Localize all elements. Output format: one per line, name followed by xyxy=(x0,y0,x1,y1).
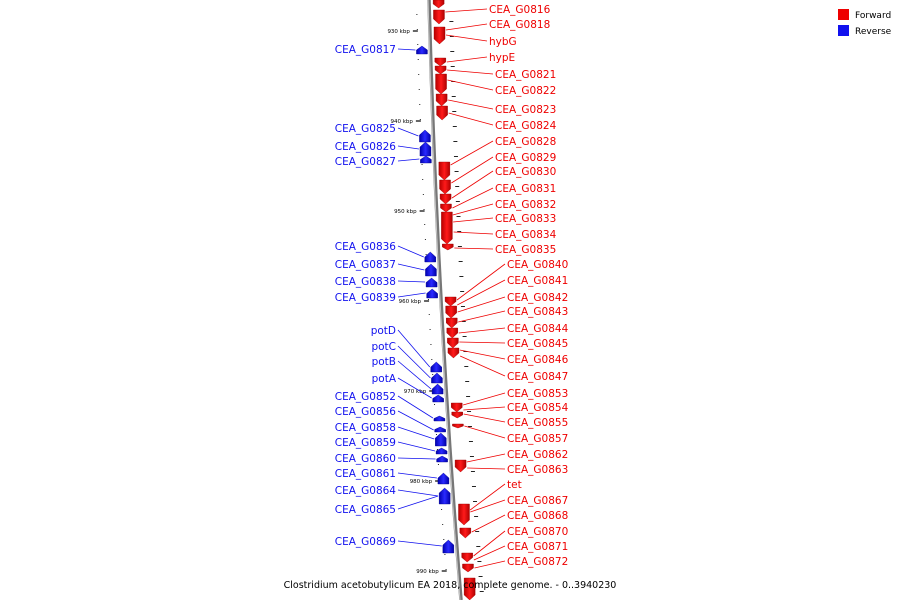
forward-label-leader xyxy=(452,171,493,198)
forward-gene-label[interactable]: tet xyxy=(507,479,522,491)
forward-gene-feature[interactable] xyxy=(436,74,447,94)
forward-label-leader xyxy=(447,57,487,62)
forward-gene-label[interactable]: CEA_G0833 xyxy=(495,213,557,225)
reverse-gene-feature[interactable] xyxy=(439,488,450,504)
reverse-gene-label[interactable]: CEA_G0825 xyxy=(334,123,396,135)
reverse-label-leader xyxy=(398,264,424,270)
reverse-label-leader xyxy=(398,496,438,509)
forward-gene-feature[interactable] xyxy=(452,412,463,418)
forward-label-leader xyxy=(449,113,493,125)
minor-tick xyxy=(446,569,447,570)
forward-gene-label[interactable]: CEA_G0841 xyxy=(507,275,569,287)
forward-label-leader xyxy=(454,232,493,234)
minor-tick xyxy=(420,119,421,120)
minor-tick xyxy=(436,434,437,435)
minor-tick xyxy=(473,501,477,502)
forward-gene-feature[interactable] xyxy=(462,564,473,572)
forward-label-leader xyxy=(446,24,487,30)
tick-label: 950 kbp xyxy=(394,209,417,215)
minor-tick xyxy=(419,89,420,90)
forward-gene-feature[interactable] xyxy=(455,460,466,472)
reverse-label-leader xyxy=(398,458,436,459)
forward-gene-feature[interactable] xyxy=(460,528,471,538)
forward-gene-label[interactable]: CEA_G0824 xyxy=(495,120,557,132)
reverse-gene-label[interactable]: potC xyxy=(371,341,396,353)
reverse-gene-label[interactable]: CEA_G0869 xyxy=(334,536,396,548)
reverse-label-leader xyxy=(398,411,434,430)
minor-tick xyxy=(428,299,429,300)
reverse-gene-feature[interactable] xyxy=(435,433,446,446)
legend xyxy=(838,9,892,37)
forward-gene-label[interactable]: CEA_G0862 xyxy=(507,449,569,461)
forward-gene-label[interactable]: CEA_G0854 xyxy=(507,402,569,414)
minor-tick xyxy=(422,164,423,165)
minor-tick xyxy=(441,509,442,510)
reverse-gene-feature[interactable] xyxy=(426,278,437,287)
reverse-gene-feature[interactable] xyxy=(435,427,446,432)
minor-tick xyxy=(467,411,471,412)
forward-label-leader xyxy=(452,188,493,208)
forward-label-leader xyxy=(458,297,505,312)
reverse-gene-label[interactable]: CEA_G0838 xyxy=(334,276,396,288)
minor-tick xyxy=(418,74,419,75)
reverse-gene-feature[interactable] xyxy=(419,130,430,142)
forward-gene-feature[interactable] xyxy=(447,328,458,338)
reverse-gene-label[interactable]: CEA_G0836 xyxy=(334,241,396,253)
reverse-labels xyxy=(335,44,442,548)
reverse-gene-feature[interactable] xyxy=(416,46,427,54)
minor-tick xyxy=(418,59,419,60)
forward-gene-feature[interactable] xyxy=(442,244,453,250)
reverse-gene-label[interactable]: CEA_G0861 xyxy=(334,468,396,480)
forward-gene-label[interactable]: CEA_G0868 xyxy=(507,510,569,522)
forward-label-leader xyxy=(474,546,505,560)
reverse-gene-feature[interactable] xyxy=(432,384,443,394)
minor-tick xyxy=(417,29,418,30)
reverse-gene-feature[interactable] xyxy=(438,473,449,484)
reverse-label-leader xyxy=(398,378,432,398)
forward-label-leader xyxy=(474,561,505,568)
forward-label-leader xyxy=(446,35,487,41)
forward-gene-label[interactable]: CEA_G0871 xyxy=(507,541,569,553)
forward-gene-label[interactable]: CEA_G0843 xyxy=(507,306,569,318)
forward-label-leader xyxy=(467,468,505,469)
minor-tick xyxy=(460,291,464,292)
minor-tick xyxy=(474,516,478,517)
minor-tick xyxy=(429,314,430,315)
reverse-gene-label[interactable]: CEA_G0852 xyxy=(334,391,396,403)
minor-tick xyxy=(475,531,479,532)
minor-tick xyxy=(443,539,444,540)
reverse-gene-feature[interactable] xyxy=(427,289,438,298)
minor-tick xyxy=(453,141,457,142)
map-caption: Clostridium acetobutylicum EA 2018, complete genome. - 0..3940230 xyxy=(283,580,617,591)
minor-tick xyxy=(464,366,468,367)
reverse-gene-feature[interactable] xyxy=(420,142,431,156)
forward-gene-feature[interactable] xyxy=(446,306,457,318)
minor-tick xyxy=(455,186,459,187)
forward-gene-label[interactable]: CEA_G0870 xyxy=(507,526,569,538)
tick-label: 940 kbp xyxy=(390,119,413,125)
forward-label-leader xyxy=(458,311,505,322)
minor-tick xyxy=(432,374,433,375)
forward-gene-label[interactable]: CEA_G0872 xyxy=(507,556,569,568)
tick-label: 930 kbp xyxy=(387,29,410,35)
minor-tick xyxy=(459,261,463,262)
reverse-label-leader xyxy=(398,246,424,257)
forward-gene-feature[interactable] xyxy=(440,194,451,204)
minor-tick xyxy=(465,381,469,382)
tick-label: 960 kbp xyxy=(398,299,422,305)
forward-gene-label[interactable]: CEA_G0822 xyxy=(495,85,557,97)
minor-tick xyxy=(416,14,417,15)
forward-gene-feature[interactable] xyxy=(439,162,450,180)
minor-tick xyxy=(471,471,475,472)
reverse-label-leader xyxy=(398,473,437,478)
forward-gene-label[interactable]: CEA_G0821 xyxy=(495,69,557,81)
forward-gene-label[interactable]: CEA_G0816 xyxy=(489,4,551,16)
forward-gene-label[interactable]: CEA_G0818 xyxy=(489,19,551,31)
reverse-gene-label[interactable]: CEA_G0837 xyxy=(334,259,396,271)
forward-gene-feature[interactable] xyxy=(441,212,452,244)
reverse-gene-feature[interactable] xyxy=(420,156,431,163)
forward-gene-feature[interactable] xyxy=(436,94,447,106)
forward-gene-label[interactable]: CEA_G0863 xyxy=(507,464,569,476)
reverse-label-leader xyxy=(398,281,425,282)
forward-gene-feature[interactable] xyxy=(462,553,473,562)
reverse-gene-label[interactable]: CEA_G0864 xyxy=(334,485,396,497)
forward-label-leader xyxy=(457,264,505,300)
minor-tick xyxy=(442,524,443,525)
reverse-gene-label[interactable]: CEA_G0856 xyxy=(334,406,396,418)
forward-gene-feature[interactable] xyxy=(440,204,451,212)
reverse-label-leader xyxy=(398,442,435,451)
reverse-gene-feature[interactable] xyxy=(431,362,442,372)
minor-tick xyxy=(434,404,435,405)
forward-gene-label[interactable]: CEA_G0846 xyxy=(507,354,569,366)
reverse-gene-feature[interactable] xyxy=(425,264,436,276)
minor-tick xyxy=(430,329,431,330)
minor-tick xyxy=(449,21,453,22)
minor-tick xyxy=(456,201,460,202)
minor-tick xyxy=(450,51,454,52)
forward-gene-feature[interactable] xyxy=(434,27,445,44)
minor-tick xyxy=(454,156,458,157)
minor-tick xyxy=(480,591,484,592)
forward-label-leader xyxy=(457,280,505,305)
reverse-gene-feature[interactable] xyxy=(434,416,445,421)
forward-label-leader xyxy=(463,407,505,410)
minor-tick xyxy=(452,111,456,112)
minor-tick xyxy=(431,359,432,360)
reverse-gene-label[interactable]: CEA_G0859 xyxy=(334,437,396,449)
minor-tick xyxy=(424,224,425,225)
minor-tick xyxy=(461,306,465,307)
reverse-label-leader xyxy=(398,49,415,50)
forward-label-leader xyxy=(463,393,505,405)
forward-label-leader xyxy=(460,350,505,359)
forward-gene-feature[interactable] xyxy=(446,318,457,328)
minor-tick xyxy=(469,441,473,442)
minor-tick xyxy=(438,464,439,465)
minor-tick xyxy=(422,179,423,180)
tick-label: 970 kbp xyxy=(403,389,427,395)
forward-gene-label[interactable]: CEA_G0867 xyxy=(507,495,569,507)
reverse-gene-label[interactable]: CEA_G0827 xyxy=(334,156,396,168)
minor-tick xyxy=(426,254,427,255)
forward-gene-label[interactable]: CEA_G0830 xyxy=(495,166,557,178)
forward-label-leader xyxy=(453,218,493,222)
forward-gene-feature[interactable] xyxy=(452,424,463,428)
reverse-gene-label[interactable]: CEA_G0817 xyxy=(334,44,396,56)
forward-gene-feature[interactable] xyxy=(433,10,444,24)
forward-label-leader xyxy=(464,414,505,422)
forward-label-leader xyxy=(447,80,493,90)
forward-gene-label[interactable]: CEA_G0829 xyxy=(495,152,557,164)
forward-gene-label[interactable]: CEA_G0835 xyxy=(495,244,557,256)
forward-gene-label[interactable]: CEA_G0832 xyxy=(495,199,557,211)
legend-label-forward: Forward xyxy=(855,11,892,21)
minor-tick xyxy=(417,44,418,45)
forward-gene-feature[interactable] xyxy=(448,348,459,358)
forward-label-leader xyxy=(447,70,493,74)
minor-tick xyxy=(477,561,481,562)
minor-tick xyxy=(458,246,462,247)
forward-gene-label[interactable]: CEA_G0855 xyxy=(507,417,569,429)
forward-gene-label[interactable]: CEA_G0853 xyxy=(507,388,569,400)
forward-gene-feature[interactable] xyxy=(451,403,462,412)
reverse-label-leader xyxy=(398,146,419,149)
reverse-gene-feature[interactable] xyxy=(443,540,454,553)
forward-gene-label[interactable]: CEA_G0842 xyxy=(507,292,569,304)
reverse-gene-label[interactable]: potB xyxy=(371,356,396,368)
minor-tick xyxy=(479,576,483,577)
forward-label-leader xyxy=(472,515,505,532)
forward-gene-feature[interactable] xyxy=(433,0,444,8)
minor-tick xyxy=(453,126,457,127)
minor-tick xyxy=(452,96,456,97)
forward-label-leader xyxy=(448,100,493,109)
forward-gene-label[interactable]: CEA_G0845 xyxy=(507,338,569,350)
minor-tick xyxy=(457,216,461,217)
minor-tick xyxy=(423,194,424,195)
tick-label: 980 kbp xyxy=(409,479,433,485)
forward-gene-feature[interactable] xyxy=(435,58,446,66)
minor-tick xyxy=(470,456,474,457)
forward-gene-label[interactable]: hybG xyxy=(489,36,517,48)
reverse-label-leader xyxy=(398,396,433,418)
forward-label-leader xyxy=(459,328,505,333)
reverse-gene-label[interactable]: potA xyxy=(371,373,396,385)
reverse-label-leader xyxy=(398,293,426,297)
reverse-label-leader xyxy=(398,128,418,136)
legend-swatch-forward xyxy=(838,9,849,20)
minor-tick xyxy=(444,554,445,555)
forward-gene-feature[interactable] xyxy=(458,504,469,525)
reverse-gene-label[interactable]: CEA_G0826 xyxy=(334,141,396,153)
reverse-label-leader xyxy=(398,361,431,389)
forward-gene-label[interactable]: CEA_G0834 xyxy=(495,229,557,241)
tick-label: 990 kbp xyxy=(416,569,439,575)
minor-tick xyxy=(430,344,431,345)
reverse-gene-feature[interactable] xyxy=(433,395,444,402)
forward-gene-feature[interactable] xyxy=(447,338,458,348)
reverse-gene-label[interactable]: potD xyxy=(370,325,396,337)
forward-gene-label[interactable]: CEA_G0840 xyxy=(507,259,569,271)
minor-tick xyxy=(424,209,425,210)
forward-gene-feature[interactable] xyxy=(435,66,446,74)
reverse-gene-feature[interactable] xyxy=(437,456,448,462)
minor-tick xyxy=(425,239,426,240)
minor-tick xyxy=(451,66,455,67)
forward-gene-label[interactable]: CEA_G0828 xyxy=(495,136,557,148)
minor-tick xyxy=(455,171,459,172)
reverse-gene-feature[interactable] xyxy=(425,252,436,262)
forward-gene-label[interactable]: CEA_G0823 xyxy=(495,104,557,116)
forward-gene-label[interactable]: CEA_G0847 xyxy=(507,371,569,383)
forward-label-leader xyxy=(454,248,493,249)
forward-label-leader xyxy=(453,204,493,215)
forward-label-leader xyxy=(474,531,505,556)
forward-gene-label[interactable]: CEA_G0857 xyxy=(507,433,569,445)
reverse-gene-feature[interactable] xyxy=(436,448,447,454)
forward-label-leader xyxy=(467,454,505,462)
forward-labels xyxy=(445,4,568,568)
forward-gene-label[interactable]: CEA_G0831 xyxy=(495,183,557,195)
forward-label-leader xyxy=(464,426,505,438)
reverse-label-leader xyxy=(398,159,419,161)
reverse-gene-label[interactable]: CEA_G0865 xyxy=(334,504,396,516)
reverse-gene-label[interactable]: CEA_G0858 xyxy=(334,422,396,434)
forward-label-leader xyxy=(459,342,505,343)
forward-gene-feature[interactable] xyxy=(437,106,448,120)
reverse-label-leader xyxy=(398,427,434,439)
minor-tick xyxy=(472,486,476,487)
reverse-label-leader xyxy=(398,541,442,546)
minor-tick xyxy=(476,546,480,547)
reverse-gene-label[interactable]: CEA_G0839 xyxy=(334,292,396,304)
forward-gene-feature[interactable] xyxy=(440,180,451,194)
forward-gene-label[interactable]: CEA_G0844 xyxy=(507,323,569,335)
minor-tick xyxy=(419,104,420,105)
minor-tick xyxy=(463,336,467,337)
minor-tick xyxy=(466,396,470,397)
reverse-gene-label[interactable]: CEA_G0860 xyxy=(334,453,396,465)
minor-tick xyxy=(459,276,463,277)
forward-gene-label[interactable]: hypE xyxy=(489,52,516,64)
legend-label-reverse: Reverse xyxy=(855,27,892,37)
forward-label-leader xyxy=(445,9,487,12)
reverse-label-leader xyxy=(398,490,438,496)
forward-gene-feature[interactable] xyxy=(445,297,456,306)
legend-swatch-reverse xyxy=(838,25,849,36)
